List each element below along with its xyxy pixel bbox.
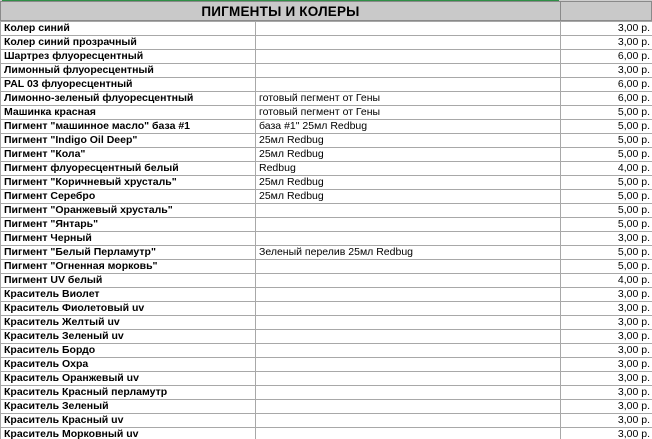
note-cell[interactable]	[256, 78, 561, 92]
price-cell[interactable]: 5,00 р.	[561, 204, 652, 218]
table-row	[1, 176, 652, 190]
price-cell[interactable]: 5,00 р.	[561, 148, 652, 162]
name-cell[interactable]: Лимонно-зеленый флуоресцентный	[1, 92, 256, 106]
note-cell[interactable]	[256, 358, 561, 372]
price-cell[interactable]: 5,00 р.	[561, 134, 652, 148]
note-cell[interactable]	[256, 232, 561, 246]
name-cell[interactable]: Краситель Красный uv	[1, 414, 256, 428]
note-cell[interactable]	[256, 204, 561, 218]
note-cell[interactable]	[256, 344, 561, 358]
price-cell[interactable]: 3,00 р.	[561, 64, 652, 78]
price-cell[interactable]: 3,00 р.	[561, 232, 652, 246]
note-cell[interactable]	[256, 50, 561, 64]
table-row	[1, 246, 652, 260]
price-cell[interactable]: 3,00 р.	[561, 428, 652, 439]
price-cell[interactable]: 3,00 р.	[561, 358, 652, 372]
price-cell[interactable]: 3,00 р.	[561, 316, 652, 330]
name-cell[interactable]: Машинка красная	[1, 106, 256, 120]
name-cell[interactable]: Пигмент "Оранжевый хрусталь"	[1, 204, 256, 218]
name-cell[interactable]: Шартрез флуоресцентный	[1, 50, 256, 64]
price-cell[interactable]: 4,00 р.	[561, 274, 652, 288]
name-cell[interactable]: Краситель Зеленый	[1, 400, 256, 414]
name-cell[interactable]: Колер синий	[1, 22, 256, 36]
price-cell[interactable]: 3,00 р.	[561, 288, 652, 302]
table-row	[1, 358, 652, 372]
table-row	[1, 386, 652, 400]
name-cell[interactable]: Краситель Зеленый uv	[1, 330, 256, 344]
name-cell[interactable]: Пигмент флуоресцентный белый	[1, 162, 256, 176]
name-cell[interactable]: Пигмент "Коричневый хрусталь"	[1, 176, 256, 190]
table-row	[1, 106, 652, 120]
price-cell[interactable]: 3,00 р.	[561, 36, 652, 50]
header-cell-title[interactable]	[0, 1, 561, 21]
price-cell[interactable]: 3,00 р.	[561, 372, 652, 386]
name-cell[interactable]: Краситель Красный перламутр	[1, 386, 256, 400]
name-cell[interactable]: Краситель Охра	[1, 358, 256, 372]
note-cell[interactable]: база #1" 25мл Redbug	[256, 120, 561, 134]
table-row	[1, 64, 652, 78]
price-cell[interactable]: 3,00 р.	[561, 400, 652, 414]
table-row	[1, 204, 652, 218]
note-cell[interactable]: 25мл Redbug	[256, 190, 561, 204]
name-cell[interactable]: Краситель Оранжевый uv	[1, 372, 256, 386]
note-cell[interactable]	[256, 274, 561, 288]
table-row	[1, 344, 652, 358]
price-cell[interactable]: 3,00 р.	[561, 22, 652, 36]
note-cell[interactable]	[256, 36, 561, 50]
note-cell[interactable]	[256, 64, 561, 78]
table-row	[1, 260, 652, 274]
note-cell[interactable]	[256, 260, 561, 274]
name-cell[interactable]: Краситель Фиолетовый uv	[1, 302, 256, 316]
table-row	[1, 302, 652, 316]
note-cell[interactable]	[256, 428, 561, 439]
note-cell[interactable]: Redbug	[256, 162, 561, 176]
name-cell[interactable]: Колер синий прозрачный	[1, 36, 256, 50]
price-cell[interactable]: 3,00 р.	[561, 302, 652, 316]
note-cell[interactable]	[256, 22, 561, 36]
note-cell[interactable]	[256, 218, 561, 232]
price-cell[interactable]: 3,00 р.	[561, 344, 652, 358]
table-row	[1, 372, 652, 386]
note-cell[interactable]: 25мл Redbug	[256, 176, 561, 190]
note-cell[interactable]	[256, 302, 561, 316]
table-row	[1, 428, 652, 439]
price-cell[interactable]: 5,00 р.	[561, 190, 652, 204]
table-row	[1, 78, 652, 92]
header-cell-empty[interactable]	[560, 1, 652, 21]
table-row	[1, 400, 652, 414]
note-cell[interactable]	[256, 400, 561, 414]
price-cell[interactable]: 5,00 р.	[561, 120, 652, 134]
table-row	[1, 316, 652, 330]
table-row	[1, 148, 652, 162]
sheet-title: ПИГМЕНТЫ И КОЛЕРЫ	[201, 3, 360, 19]
table-row	[1, 288, 652, 302]
table-row	[1, 134, 652, 148]
note-cell[interactable]	[256, 386, 561, 400]
table-row	[1, 92, 652, 106]
price-cell[interactable]: 5,00 р.	[561, 218, 652, 232]
table-row	[1, 22, 652, 36]
table-row	[1, 274, 652, 288]
note-cell[interactable]: 25мл Redbug	[256, 148, 561, 162]
name-cell[interactable]: Пигмент "Белый Перламутр"	[1, 246, 256, 260]
table-row	[1, 120, 652, 134]
table-row	[1, 50, 652, 64]
price-table	[0, 21, 652, 439]
name-cell[interactable]: Краситель Виолет	[1, 288, 256, 302]
price-cell[interactable]: 4,00 р.	[561, 162, 652, 176]
table-row	[1, 190, 652, 204]
name-cell[interactable]: Пигмент Серебро	[1, 190, 256, 204]
table-row	[1, 414, 652, 428]
table-row	[1, 232, 652, 246]
name-cell[interactable]: Пигмент Черный	[1, 232, 256, 246]
name-cell[interactable]: Краситель Морковный uv	[1, 428, 256, 439]
price-cell[interactable]: 5,00 р.	[561, 246, 652, 260]
price-cell[interactable]: 6,00 р.	[561, 50, 652, 64]
table-row	[1, 36, 652, 50]
price-cell[interactable]: 6,00 р.	[561, 92, 652, 106]
name-cell[interactable]: Пигмент UV белый	[1, 274, 256, 288]
price-cell[interactable]: 5,00 р.	[561, 176, 652, 190]
price-cell[interactable]: 3,00 р.	[561, 330, 652, 344]
price-cell[interactable]: 3,00 р.	[561, 414, 652, 428]
table-row	[1, 330, 652, 344]
note-cell[interactable]: Зеленый перелив 25мл Redbug	[256, 246, 561, 260]
name-cell[interactable]: Пигмент "Огненная морковь"	[1, 260, 256, 274]
price-table-body	[1, 22, 652, 439]
note-cell[interactable]	[256, 316, 561, 330]
name-cell[interactable]: Лимонный флуоресцентный	[1, 64, 256, 78]
table-row	[1, 218, 652, 232]
note-cell[interactable]	[256, 414, 561, 428]
header-row	[0, 1, 652, 21]
note-cell[interactable]	[256, 372, 561, 386]
note-cell[interactable]	[256, 330, 561, 344]
name-cell[interactable]: Пигмент "Янтарь"	[1, 218, 256, 232]
price-cell[interactable]: 6,00 р.	[561, 78, 652, 92]
name-cell[interactable]: PAL 03 флуоресцентный	[1, 78, 256, 92]
table-row	[1, 162, 652, 176]
price-cell[interactable]: 5,00 р.	[561, 106, 652, 120]
name-cell[interactable]: Краситель Бордо	[1, 344, 256, 358]
name-cell[interactable]: Пигмент "Indigo Oil Deep"	[1, 134, 256, 148]
note-cell[interactable]: готовый пегмент от Гены	[256, 92, 561, 106]
note-cell[interactable]	[256, 288, 561, 302]
name-cell[interactable]: Краситель Желтый uv	[1, 316, 256, 330]
price-cell[interactable]: 5,00 р.	[561, 260, 652, 274]
name-cell[interactable]: Пигмент "машинное масло" база #1	[1, 120, 256, 134]
price-cell[interactable]: 3,00 р.	[561, 386, 652, 400]
note-cell[interactable]: 25мл Redbug	[256, 134, 561, 148]
name-cell[interactable]: Пигмент "Кола"	[1, 148, 256, 162]
note-cell[interactable]: готовый пегмент от Гены	[256, 106, 561, 120]
